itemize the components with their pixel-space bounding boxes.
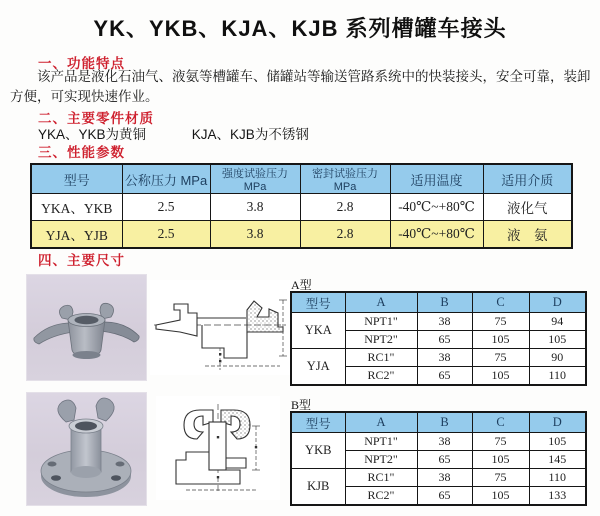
- perf-value-cell: 2.8: [300, 221, 390, 249]
- perf-value-cell: 2.5: [122, 194, 210, 221]
- perf-value-cell: 3.8: [210, 221, 300, 249]
- dim-thread-cell: RC2": [345, 487, 417, 506]
- dim-header-cell-4: D: [529, 292, 586, 313]
- perf-value-cell: 液化气: [483, 194, 572, 221]
- perf-header-cell-5: 适用介质: [483, 164, 572, 194]
- dim-value-cell: 145: [529, 451, 586, 469]
- dim-value-cell: 90: [529, 349, 586, 367]
- section-heading-materials: 二、主要零件材质: [38, 111, 154, 126]
- dim-table-row: [291, 313, 586, 331]
- dim-value-cell: 110: [529, 367, 586, 386]
- dim-value-cell: 38: [417, 433, 472, 451]
- perf-header-cell-0: 型号: [31, 164, 122, 194]
- dim-value-cell: 38: [417, 349, 472, 367]
- perf-value-cell: 2.5: [122, 221, 210, 249]
- dim-value-cell: 105: [472, 451, 529, 469]
- perf-value-cell: -40℃~+80℃: [390, 194, 483, 221]
- dim-table-a-label: A型: [291, 278, 312, 292]
- dim-value-cell: 75: [472, 349, 529, 367]
- section-heading-performance: 三、性能参数: [38, 145, 125, 160]
- dim-value-cell: 105: [529, 331, 586, 349]
- perf-value-cell: 2.8: [300, 194, 390, 221]
- dim-header-cell-4: D: [529, 412, 586, 433]
- performance-table: [30, 163, 573, 249]
- dim-table-row: [291, 433, 586, 451]
- section-heading-dimensions: 四、主要尺寸: [38, 253, 125, 268]
- dim-thread-cell: NPT2": [345, 331, 417, 349]
- product-photo-flanged-coupling: [26, 392, 147, 506]
- technical-drawing-b-type: [156, 396, 280, 500]
- dim-value-cell: 38: [417, 469, 472, 487]
- perf-model-cell: YKA、YKB: [31, 194, 122, 221]
- wing-coupling-image: [26, 274, 147, 381]
- dim-header-cell-0: 型号: [291, 292, 345, 313]
- dimension-table-a: [290, 291, 587, 386]
- dimension-table-b-header-row: [291, 412, 586, 433]
- features-paragraph: 该产品是液化石油气、液氨等槽罐车、储罐站等输送管路系统中的快装接头，安全可靠，装卸方便，可实现快速作业。: [10, 69, 591, 104]
- perf-table-row: [31, 221, 572, 249]
- dim-value-cell: 65: [417, 487, 472, 506]
- dimension-table-b: [290, 411, 587, 506]
- perf-table-row: [31, 194, 572, 221]
- dim-thread-cell: NPT2": [345, 451, 417, 469]
- product-photo-wing-coupling: [26, 274, 147, 381]
- dim-value-cell: 94: [529, 313, 586, 331]
- dim-header-cell-3: C: [472, 412, 529, 433]
- dim-table-row: [291, 469, 586, 487]
- dim-value-cell: 105: [472, 367, 529, 386]
- perf-value-cell: 液 氨: [483, 221, 572, 249]
- perf-header-cell-3: 密封试验压力MPa: [300, 164, 390, 194]
- material-stainless-text: KJA、KJB为不锈钢: [191, 127, 309, 142]
- dim-model-cell: YKB: [291, 433, 345, 469]
- dim-model-cell: YJA: [291, 349, 345, 386]
- dim-thread-cell: NPT1": [345, 433, 417, 451]
- dim-value-cell: 75: [472, 469, 529, 487]
- dim-value-cell: 38: [417, 313, 472, 331]
- dim-model-cell: KJB: [291, 469, 345, 506]
- dim-thread-cell: RC1": [345, 349, 417, 367]
- dim-table-row: [291, 349, 586, 367]
- dim-value-cell: 110: [529, 469, 586, 487]
- page-title: YK、YKB、KJA、KJB 系列槽罐车接头: [93, 16, 507, 41]
- flanged-coupling-image: [26, 392, 147, 506]
- perf-header-cell-4: 适用温度: [390, 164, 483, 194]
- dim-value-cell: 65: [417, 331, 472, 349]
- perf-header-cell-1: 公称压力 MPa: [122, 164, 210, 194]
- dim-value-cell: 105: [529, 433, 586, 451]
- dim-header-cell-1: A: [345, 412, 417, 433]
- dim-thread-cell: NPT1": [345, 313, 417, 331]
- dim-table-b-label: B型: [291, 398, 312, 412]
- dim-value-cell: 65: [417, 367, 472, 386]
- b-type-section-drawing: [156, 396, 280, 500]
- perf-value-cell: -40℃~+80℃: [390, 221, 483, 249]
- dim-header-cell-0: 型号: [291, 412, 345, 433]
- dim-value-cell: 133: [529, 487, 586, 506]
- perf-model-cell: YJA、YJB: [31, 221, 122, 249]
- section-heading-features: 一、功能特点: [38, 56, 125, 71]
- dim-value-cell: 65: [417, 451, 472, 469]
- dim-model-cell: YKA: [291, 313, 345, 349]
- dim-header-cell-2: B: [417, 412, 472, 433]
- dim-value-cell: 75: [472, 313, 529, 331]
- dim-value-cell: 75: [472, 433, 529, 451]
- dim-thread-cell: RC2": [345, 367, 417, 386]
- performance-table-header-row: [31, 164, 572, 194]
- dim-header-cell-2: B: [417, 292, 472, 313]
- dimension-table-a-header-row: [291, 292, 586, 313]
- perf-header-cell-2: 强度试验压力MPa: [210, 164, 300, 194]
- material-brass-text: YKA、YKB为黄铜: [38, 127, 147, 142]
- dim-value-cell: 105: [472, 331, 529, 349]
- perf-value-cell: 3.8: [210, 194, 300, 221]
- dim-header-cell-1: A: [345, 292, 417, 313]
- dim-value-cell: 105: [472, 487, 529, 506]
- dim-thread-cell: RC1": [345, 469, 417, 487]
- dim-header-cell-3: C: [472, 292, 529, 313]
- a-type-section-drawing: [150, 280, 290, 375]
- technical-drawing-a-type: [150, 280, 290, 375]
- materials-line: [38, 123, 309, 143]
